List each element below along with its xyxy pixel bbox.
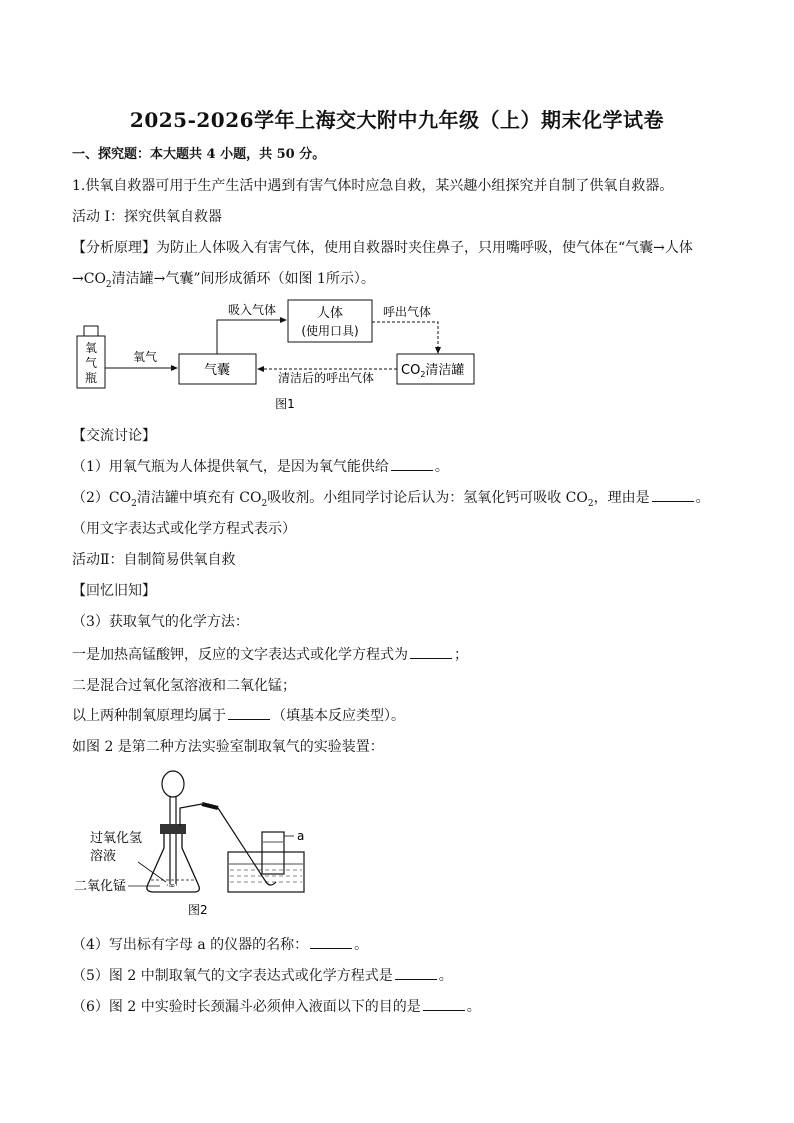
analysis-line-2 — [72, 270, 375, 294]
question-1-2-text-b: 清洁罐中填充有 CO — [136, 490, 262, 506]
question-1-1 — [72, 458, 449, 476]
method-1-text: 一是加热高锰酸钾，反应的文字表达式或化学方程式为 — [72, 647, 408, 663]
question-1-5 — [72, 967, 453, 985]
period: 。 — [695, 490, 710, 506]
question-1-6 — [72, 998, 481, 1016]
question-1-4-text: （4）写出标有字母 a 的仪器的名称： — [72, 937, 309, 953]
bottle-label-2: 气 — [84, 356, 98, 370]
analysis-text-1: 为防止人体吸入有害气体，使用自救器时夹住鼻子，只用嘴呼吸，使气体在“气囊→人体 — [156, 240, 693, 256]
method-2-line: 二是混合过氧化氢溶液和二氧化锰； — [72, 678, 296, 694]
figure-1-diagram — [70, 296, 490, 416]
question-1-intro: 1.供氧自救器可用于生产生活中遇到有害气体时应急自救，某兴趣小组探究并自制了供氧自救器。 — [72, 178, 674, 194]
figure-2-apparatus — [70, 764, 330, 924]
co2-can-label: $CO_2$清洁罐 — [401, 363, 465, 379]
subscript: 2 — [131, 498, 137, 509]
analysis-label: 【分析原理】 — [72, 240, 156, 256]
rubber-hose — [202, 804, 218, 808]
bottle-label-3: 瓶 — [84, 371, 98, 385]
period: 。 — [354, 937, 369, 953]
answer-blank — [410, 646, 452, 659]
inhale-label: 吸入气体 — [227, 303, 277, 317]
period: 。 — [466, 999, 481, 1015]
analysis-line-1 — [72, 239, 693, 257]
answer-blank — [423, 998, 465, 1011]
question-1-1-text: （1）用氧气瓶为人体提供氧气，是因为氧气能供给 — [72, 459, 389, 475]
figure-1-caption: 图1 — [275, 397, 295, 411]
analysis-text-2a: →CO — [72, 271, 106, 287]
activity-1-heading: 活动 I：探究供氧自救器 — [72, 209, 222, 225]
analysis-subscript: 2 — [105, 279, 112, 290]
rubber-stopper — [160, 824, 186, 834]
method-1-line — [72, 646, 468, 664]
arrow-head — [171, 365, 178, 371]
figure-2-caption: 图2 — [188, 903, 208, 917]
gas-collecting-bottle — [262, 832, 284, 874]
cleaned-gas-label: 清洁后的呼出气体 — [277, 371, 375, 385]
answer-blank — [652, 489, 694, 502]
recall-heading: 【回忆旧知】 — [72, 583, 156, 599]
answer-blank — [310, 936, 352, 949]
mno2-particles: ·∞· — [166, 881, 178, 890]
discussion-heading: 【交流讨论】 — [72, 428, 156, 444]
mno2-label: 二氧化锰 — [74, 879, 127, 894]
period: 。 — [438, 968, 453, 984]
answer-blank — [228, 707, 270, 720]
question-1-6-text: （6）图 2 中实验时长颈漏斗必须伸入液面以下的目的是 — [72, 999, 421, 1015]
question-1-4 — [72, 936, 368, 954]
oxygen-label: 氧气 — [132, 350, 158, 364]
question-1-2-text-d: ，理由是 — [593, 490, 650, 506]
bottle-cap — [84, 326, 98, 336]
question-1-5-text: （5）图 2 中制取氧气的文字表达式或化学方程式是 — [72, 968, 393, 984]
method-type-text-b: （填基本反应类型）。 — [272, 708, 405, 724]
arrow-head — [280, 317, 287, 323]
h2o2-label: 过氧化氢 — [90, 831, 143, 846]
subscript: 2 — [261, 498, 268, 509]
label-a: a — [297, 829, 305, 843]
period: 。 — [434, 459, 449, 475]
funnel-bulb — [162, 771, 184, 797]
bottle-label-1: 氧 — [84, 341, 98, 355]
analysis-text-2b: 清洁罐→气囊”间形成循环（如图 1所示）。 — [111, 271, 375, 287]
question-1-2-text-c: 吸收剂。小组同学讨论后认为：氢氧化钙可吸收 CO — [267, 490, 588, 506]
method-type-text-a: 以上两种制氧原理均属于 — [72, 708, 226, 724]
page-title: 2025-2026学年上海交大附中九年级（上）期末化学试卷 — [129, 108, 665, 132]
answer-blank — [391, 458, 433, 471]
exhale-label: 呼出气体 — [382, 305, 432, 319]
water-trough — [228, 852, 304, 892]
question-1-2-note: （用文字表达式或化学方程式表示） — [72, 521, 296, 537]
method-type-line — [72, 707, 405, 725]
airbag-label: 气囊 — [203, 363, 231, 378]
solution-label: 溶液 — [90, 849, 117, 864]
section-heading: 一、探究题：本大题共 4 小题，共 50 分。 — [72, 147, 326, 162]
arrow-head — [257, 366, 264, 372]
question-1-2-text-a: （2）CO — [72, 490, 132, 506]
question-1-3: （3）获取氧气的化学方法： — [72, 614, 249, 630]
activity-2-heading: 活动Ⅱ：自制简易供氧自救 — [72, 552, 236, 568]
question-1-2 — [72, 489, 710, 513]
subscript: 2 — [587, 498, 594, 509]
semicolon: ； — [454, 647, 468, 663]
arrow-head — [435, 347, 441, 354]
human-sub-label: (使用口具) — [301, 324, 359, 338]
answer-blank — [395, 967, 437, 980]
human-label: 人体 — [316, 306, 344, 321]
figure-2-intro: 如图 2 是第二种方法实验室制取氧气的实验装置： — [72, 739, 384, 755]
